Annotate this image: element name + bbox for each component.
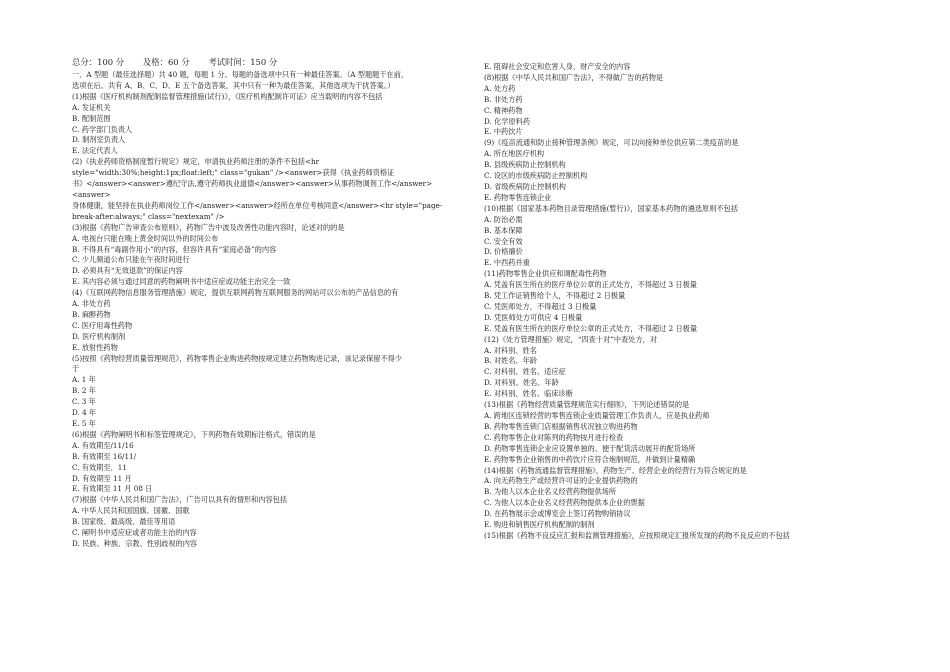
text-line: D. 凭医师处方可供应 4 日极量 xyxy=(484,312,583,322)
text-line: D. 4 年 xyxy=(72,408,97,418)
text-line: B. 非处方药 xyxy=(484,94,523,104)
text-line: E. 凭盖有医生所在的医疗单位公章的正式处方，不得超过 2 日极量 xyxy=(484,323,698,333)
text-line: D. 对科别、姓名、年龄 xyxy=(484,378,559,388)
text-line: (8)根据《中华人民共和国广告法》，不得做广告的药物是 xyxy=(484,72,664,82)
text-line: E. 有效期至 11 月 08 日 xyxy=(72,484,153,494)
text-line: C. 药物零售企业对陈列的药物按月进行检查 xyxy=(484,432,624,442)
text-line: (13)根据《药物经营质量管理规范实行细则》，下列论述错误的是 xyxy=(484,400,690,410)
right-column xyxy=(484,62,862,542)
text-line: C. 阐明书中适应症或者功能主治的内容 xyxy=(72,528,197,538)
text-line: D. 制剂室负责人 xyxy=(72,135,126,145)
text-line: (3)根据《药物广告审查公布原则》，药物广告中波及改善性功能内容时，论述对的的是 xyxy=(72,222,345,232)
text-line: B. 国家级、最高级、最佳等用语 xyxy=(72,517,176,527)
left-column xyxy=(72,56,452,550)
text-line: C. 少儿频道公布只能在午夜时间进行 xyxy=(72,255,190,265)
exam-header xyxy=(72,56,452,69)
text-line: (7)根据《中华人民共和国广告法》，广告可以具有的情形和内容包括 xyxy=(72,495,288,505)
text-line: A. 处方药 xyxy=(484,83,516,93)
text-line: (9)《疫苗流通和防止接种管理条例》规定，可以向接种单位供应第二类疫苗的是 xyxy=(484,138,739,148)
text-line: A. 中华人民共和国国旗、国徽、国歌 xyxy=(72,506,190,516)
text-line: A. 1 年 xyxy=(72,375,96,385)
text-line: D. 民族、种族、宗教、性别歧视的内容 xyxy=(72,538,198,548)
text-line: (1)根据《医疗机构制剂配制监督管理措施(试行)》，《医疗机构配制许可证》应当载明的内容不包括 xyxy=(72,91,383,101)
text-line: A. 跨地区连锁经营的零售连锁企业质量管理工作负责人，应是执业药师 xyxy=(484,411,710,420)
text-line: 于 xyxy=(72,364,80,374)
pass-score: 及格：60 分 xyxy=(142,57,190,67)
text-line: A. 对科别、姓名 xyxy=(484,345,537,355)
text-line: D. 化学原料药 xyxy=(484,116,531,126)
total-score: 总分：100 分 xyxy=(72,57,125,67)
text-line: C. 精神药物 xyxy=(484,105,523,115)
text-line: D. 价格廉价 xyxy=(484,247,523,257)
text-line: C. 安全有效 xyxy=(484,236,523,246)
text-line: D. 有效期至 11 月 xyxy=(72,473,132,483)
text-line: C. 药学部门负责人 xyxy=(72,124,133,134)
text-line: (2)《执业药师资格制度暂行规定》规定，申请执业药师注册的条件不包括<hr xyxy=(72,157,320,167)
text-line: (12)《处方管理措施》规定，“四查十对”中查处方，对 xyxy=(484,334,658,344)
text-line: (11)药物零售企业供应和调配毒性药物 xyxy=(484,269,607,279)
text-line: E. 中药饮片 xyxy=(484,127,523,137)
text-line: 选项在后。共有 A、B、C、D、E 五个备选答案，其中只有一种为最佳答案，其他选项为干扰答案。） xyxy=(72,80,395,90)
text-line: B. 不得具有“毒副作用小”的内容，但容许具有“家庭必备”的内容 xyxy=(72,244,277,254)
text-line: B. 基本保障 xyxy=(484,225,523,235)
text-line: E. 药物零售企业销售的中药饮片应符合炮制规范，并做到计量精确 xyxy=(484,454,696,464)
text-line: E. 5 年 xyxy=(72,419,96,428)
text-line: E. 对科别、姓名、临床诊断 xyxy=(484,389,573,399)
text-line: A. 所在地医疗机构 xyxy=(484,149,545,159)
text-line: B. 凭工作证销售给个人，不得超过 2 日极量 xyxy=(484,291,626,301)
text-line: D. 药物零售连锁企业应设置单独的、便于配货活动展开的配货场所 xyxy=(484,443,696,453)
text-line: 书》</answer><answer>遵纪守法,遵守药师执业道德</answer><answer>从事药物调剂工作</answer><answer> xyxy=(72,179,433,199)
text-line: (14)根据《药物流通监督管理措施》，药物生产、经营企业的经营行为符合规定的是 xyxy=(484,465,747,475)
text-line: (4)《互联网药物信息服务管理措施》规定，提供互联网药物互联网服务的网站可以公布的产品信息的有 xyxy=(72,288,399,298)
text-line: D. 在药物展示会或博览会上签订药物购销协议 xyxy=(484,509,631,519)
text-line: (15)根据《药物不良反应汇报和监测管理措施》，应按照规定汇报所发现的药物不良反应的不包括 xyxy=(484,530,790,540)
text-line: B. 2 年 xyxy=(72,386,96,396)
text-line: C. 对科别、姓名、适应症 xyxy=(484,367,566,377)
text-line: B. 对姓名、年龄 xyxy=(484,356,537,366)
text-line: 身体健康，能坚持在执业药师岗位工作</answer><answer>经所在单位考核同意</answer><hr style="page- xyxy=(72,200,443,210)
text-line: C. 有效期至．11 xyxy=(72,462,127,472)
text-line: E. 阻碍社会安定和危害人身、财产安全的内容 xyxy=(484,62,631,71)
text-line: B. 县级疾病防止控制机构 xyxy=(484,160,566,170)
text-line: break-after:always;" class="nextexam" /> xyxy=(72,211,225,221)
text-line: A. 电视台只能在晚上黄金时间以外的时间公布 xyxy=(72,233,219,243)
text-line: C. 凭医师处方，不得超过 3 日极量 xyxy=(484,301,597,311)
left-question-list xyxy=(72,70,452,550)
text-line: E. 购进和销售医疗机构配制的制剂 xyxy=(484,520,595,530)
text-line: B. 配制范围 xyxy=(72,113,111,123)
text-line: C. 3 年 xyxy=(72,397,96,407)
text-line: A. 非处方药 xyxy=(72,299,111,309)
text-line: B. 麻醉药物 xyxy=(72,309,111,319)
text-line: A. 凭盖有医生所在的医疗单位公章的正式处方，不得超过 3 日极量 xyxy=(484,280,697,290)
text-line: (10)根据《国家基本药物目录管理措施(暂行)》，国家基本药物的遴选原则不包括 xyxy=(484,203,738,213)
text-line: E. 放射性药物 xyxy=(72,342,118,352)
text-line: E. 中西药并重 xyxy=(484,258,530,268)
text-line: B. 药物零售连锁门店根据销售状况独立购进药物 xyxy=(484,421,638,431)
text-line: C. 设区的市级疾病防止控制机构 xyxy=(484,171,588,181)
text-line: 一、A 型题（最佳选择题）共 40 题，每题 1 分。每题的备选项中只有一种最佳答案。（A 型题题干在前， xyxy=(72,70,409,79)
text-line: D. 医疗机构制剂 xyxy=(72,331,126,341)
text-line: style="width:30%;height:1px;float:left;" class="gukan" /><answer>获得《执业药师资格证 xyxy=(72,168,395,178)
text-line: C. 为他人以本企业名义经营药物提供本企业的票据 xyxy=(484,498,645,508)
right-question-list xyxy=(484,62,862,542)
text-line: (6)根据《药物阐明书和标签管理规定》，下列药物有效期标注格式，错误的是 xyxy=(72,429,316,439)
text-line: E. 药物零售连锁企业 xyxy=(484,192,552,202)
text-line: (5)按照《药物经营质量管理规范》，药物零售企业购进药物按规定建立药物购进记录，该记录保留不得少 xyxy=(72,353,403,363)
text-line: B. 为他人以本企业名义经营药物提供场所 xyxy=(484,487,617,497)
text-line: C. 医疗用毒性药物 xyxy=(72,320,133,330)
text-line: A. 发证机关 xyxy=(72,102,111,112)
text-line: A. 向无药物生产或经营许可证的企业提供药物的 xyxy=(484,476,638,486)
text-line: E. 其内容必须与通过同意的药物阐明书中适应症或功能主治完全一致 xyxy=(72,277,291,287)
exam-time: 考试时间：150 分 xyxy=(208,57,278,67)
text-line: D. 必须具有“无效退款”的保证内容 xyxy=(72,266,183,276)
text-line: A. 防治必需 xyxy=(484,214,523,224)
text-line: D. 省级疾病防止控制机构 xyxy=(484,181,566,191)
text-line: B. 有效期至 16/11/ xyxy=(72,451,137,461)
text-line: A. 有效期至/11/16 xyxy=(72,440,134,450)
text-line: E. 法定代表人 xyxy=(72,146,118,156)
